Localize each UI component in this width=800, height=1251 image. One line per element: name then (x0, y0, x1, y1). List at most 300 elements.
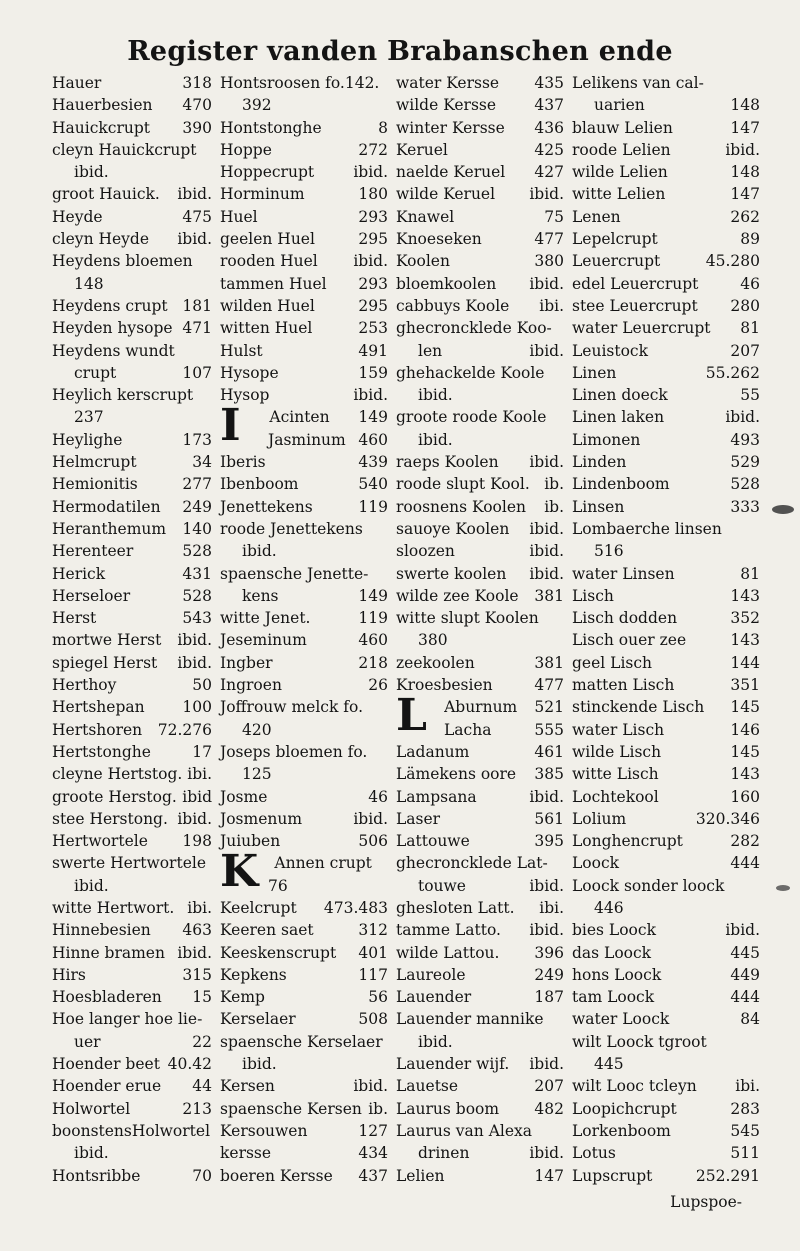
index-entry (572, 1120, 760, 1142)
index-entry (396, 942, 564, 964)
entry-page-number: 318 (182, 74, 212, 92)
entry-term: Lelien (396, 1166, 445, 1185)
entry-page-number: 436 (534, 118, 564, 137)
entry-page-number: ibid. (353, 252, 388, 271)
index-entry (52, 1165, 212, 1187)
index-entry (396, 1120, 564, 1142)
entry-page-number: 262 (730, 207, 760, 226)
index-entry (572, 786, 760, 808)
entry-term: uer (74, 1032, 101, 1051)
index-entry (572, 1098, 760, 1120)
index-entry (396, 317, 564, 339)
entry-page-number: 143 (730, 765, 760, 784)
index-entry (52, 406, 212, 428)
entry-term: Lolium (572, 809, 627, 828)
index-entry (220, 451, 388, 473)
entry-term: witte Lelien (572, 185, 666, 204)
entry-page-number: 45.280 (705, 252, 760, 271)
index-entry (396, 629, 564, 651)
index-entry (572, 585, 760, 607)
entry-page-number: ibid. (529, 274, 564, 293)
entry-page-number: 81 (740, 564, 760, 583)
index-entry (572, 206, 760, 228)
entry-page-number (208, 273, 212, 295)
index-entry (220, 473, 388, 495)
index-entry (220, 206, 388, 228)
entry-term: 237 (74, 408, 104, 427)
entry-term: spaensche Kerselaer (220, 1032, 383, 1051)
entry-page-number (208, 1008, 212, 1030)
entry-term: Lochtekool (572, 787, 659, 806)
entry-page-number: 145 (730, 698, 760, 717)
entry-term: Hoesbladeren (52, 988, 162, 1007)
entry-page-number: 144 (730, 653, 760, 672)
entry-page-number: 160 (730, 787, 760, 806)
index-entry (220, 1075, 388, 1097)
entry-term: Juiuben (220, 832, 281, 851)
index-entry (572, 897, 760, 919)
index-entry (52, 585, 212, 607)
entry-term: Hoppecrupt (220, 163, 315, 182)
entry-term: Joseps bloemen fo. (220, 742, 368, 761)
index-entry (220, 786, 388, 808)
index-entry (52, 763, 212, 785)
index-entry (52, 540, 212, 562)
index-entry (396, 1165, 564, 1187)
entry-term: groote Herstog. (52, 787, 177, 806)
index-entry (220, 117, 388, 139)
entry-term: wilde Lisch (572, 742, 662, 761)
entry-term: Linden (572, 453, 627, 472)
entry-term: raeps Koolen (396, 453, 499, 472)
index-entry (572, 451, 760, 473)
entry-term: hons Loock (572, 965, 662, 984)
index-entry (572, 340, 760, 362)
entry-term: naelde Keruel (396, 163, 506, 182)
index-entry (220, 228, 388, 250)
index-entry (52, 964, 212, 986)
index-entry (572, 741, 760, 763)
entry-page-number: 460 (358, 631, 388, 650)
entry-term: boonstensHolwortel (52, 1121, 211, 1140)
entry-page-number: ibid. (725, 408, 760, 427)
entry-page-number: ibid. (529, 542, 564, 561)
entry-page-number: 280 (730, 296, 760, 315)
ink-blot (776, 885, 790, 891)
entry-page-number: ibid. (529, 921, 564, 940)
entry-page-number: 439 (358, 453, 388, 472)
index-entry (220, 719, 388, 741)
entry-page-number: 218 (358, 653, 388, 672)
entry-page-number: 529 (730, 453, 760, 472)
entry-term: drinen (418, 1144, 470, 1163)
entry-page-number: 145 (730, 742, 760, 761)
entry-term: water Leuercrupt (572, 319, 711, 338)
index-entry (52, 897, 212, 919)
index-entry (220, 496, 388, 518)
entry-page-number: 207 (534, 1077, 564, 1096)
entry-page-number: 425 (534, 140, 564, 159)
entry-page-number: 147 (730, 118, 760, 137)
index-entry (572, 384, 760, 406)
index-entry (52, 451, 212, 473)
entry-page-number: 477 (534, 230, 564, 249)
entry-page-number: 213 (182, 1099, 212, 1118)
entry-term: wilde Lelien (572, 163, 668, 182)
entry-page-number: 119 (358, 609, 388, 628)
index-entry (220, 1053, 388, 1075)
entry-term: 445 (594, 1055, 624, 1074)
entry-page-number: 72.276 (157, 720, 212, 739)
index-entry (572, 496, 760, 518)
index-entry (52, 273, 212, 295)
entry-term: Lorkenboom (572, 1121, 671, 1140)
index-entry (220, 295, 388, 317)
entry-page-number: ib. (368, 1099, 388, 1118)
entry-term: Lenen (572, 207, 621, 226)
entry-page-number: ibid. (529, 564, 564, 583)
entry-term: geelen Huel (220, 230, 315, 249)
entry-page-number: 146 (730, 720, 760, 739)
entry-page-number: 528 (730, 475, 760, 494)
entry-page-number: 475 (182, 207, 212, 226)
entry-term: Jeseminum (220, 631, 307, 650)
entry-page-number: ibi. (735, 1077, 760, 1096)
index-entry (396, 1075, 564, 1097)
entry-page-number: 140 (182, 519, 212, 538)
entry-term: blauw Lelien (572, 118, 673, 137)
entry-page-number: 491 (358, 341, 388, 360)
entry-page-number (208, 406, 212, 428)
index-entry (396, 607, 564, 629)
entry-term: Horminum (220, 185, 305, 204)
entry-page-number: ibid. (177, 631, 212, 650)
entry-term: wilt Looc tcleyn (572, 1077, 697, 1096)
index-columns (52, 72, 760, 1192)
entry-term: Hoender beet (52, 1055, 160, 1074)
entry-term: water Linsen (572, 564, 675, 583)
entry-page-number: 555 (534, 720, 564, 739)
index-entry (396, 830, 564, 852)
index-entry (396, 139, 564, 161)
index-entry (396, 518, 564, 540)
index-entry (52, 1031, 212, 1053)
entry-page-number: 528 (182, 542, 212, 561)
entry-term: witten Huel (220, 319, 313, 338)
entry-page-number: 253 (358, 319, 388, 338)
entry-term: Kemp (220, 988, 265, 1007)
entry-term: bloemkoolen (396, 274, 497, 293)
entry-page-number: ibi. (187, 765, 212, 784)
entry-term: Huel (220, 207, 258, 226)
entry-term: Loock sonder loock (572, 876, 725, 895)
entry-page-number: ibid. (529, 1055, 564, 1074)
entry-term: cabbuys Koole (396, 296, 510, 315)
entry-page-number: 143 (730, 631, 760, 650)
entry-term: Lepelcrupt (572, 230, 658, 249)
entry-page-number (756, 875, 760, 897)
index-entry (572, 362, 760, 384)
index-entry (572, 295, 760, 317)
entry-page-number: 46 (740, 274, 760, 293)
entry-page-number: ibi. (539, 898, 564, 917)
index-entry (572, 719, 760, 741)
entry-page-number (208, 852, 212, 874)
entry-page-number: 528 (182, 586, 212, 605)
index-entry (572, 72, 760, 94)
entry-term: Longhencrupt (572, 832, 683, 851)
drop-cap: L (396, 690, 427, 742)
entry-term: Knoeseken (396, 230, 482, 249)
index-entry (220, 629, 388, 651)
index-column-1 (52, 72, 212, 1192)
entry-term: das Loock (572, 943, 652, 962)
entry-page-number: 198 (182, 832, 212, 851)
entry-term: ibid. (74, 876, 109, 895)
index-entry (52, 674, 212, 696)
entry-page-number: 293 (358, 207, 388, 226)
entry-term: Lauender wijf. (396, 1055, 510, 1074)
index-entry (52, 942, 212, 964)
entry-page-number (560, 1120, 564, 1142)
entry-term: stee Leuercrupt (572, 296, 698, 315)
entry-term: 380 (418, 631, 448, 650)
entry-page-number: 173 (182, 430, 212, 449)
entry-term: Hontsroosen fo.142. (220, 74, 380, 92)
entry-term: Hauickcrupt (52, 118, 150, 137)
page-title: Register vanden Brabanschen ende (127, 36, 673, 67)
entry-page-number: 445 (730, 943, 760, 962)
entry-term: Heranthemum (52, 519, 167, 538)
entry-term: Acinten (269, 408, 330, 427)
entry-page-number: 127 (358, 1121, 388, 1140)
index-entry (52, 1075, 212, 1097)
entry-term: witte Lisch (572, 765, 659, 784)
entry-term: ibid. (418, 1032, 453, 1051)
entry-page-number: 70 (192, 1166, 212, 1185)
entry-page-number: 34 (192, 453, 212, 472)
entry-page-number (384, 94, 388, 116)
entry-page-number: 351 (730, 676, 760, 695)
entry-term: ibid. (418, 430, 453, 449)
index-entry (572, 942, 760, 964)
index-entry (396, 786, 564, 808)
index-entry (572, 875, 760, 897)
index-entry (52, 429, 212, 451)
index-entry (52, 117, 212, 139)
entry-page-number: 493 (730, 430, 760, 449)
entry-page-number: 295 (358, 230, 388, 249)
entry-term: Linen laken (572, 408, 665, 427)
entry-term: Keeskenscrupt (220, 943, 337, 962)
index-entry (52, 295, 212, 317)
entry-term: roode Lelien (572, 140, 671, 159)
entry-page-number: 352 (730, 609, 760, 628)
entry-page-number: 81 (740, 319, 760, 338)
entry-page-number: 55.262 (705, 363, 760, 382)
entry-term: Loock (572, 854, 620, 873)
index-column-2 (220, 72, 388, 1192)
entry-term: Kersouwen (220, 1121, 308, 1140)
entry-term: kens (242, 586, 279, 605)
entry-term: Hontstonghe (220, 118, 322, 137)
entry-page-number: 461 (534, 742, 564, 761)
entry-page-number: 207 (730, 341, 760, 360)
entry-page-number (756, 897, 760, 919)
index-entry (220, 1098, 388, 1120)
index-entry (396, 183, 564, 205)
entry-page-number: 56 (368, 988, 388, 1007)
entry-page-number (560, 384, 564, 406)
index-entry (220, 72, 388, 94)
entry-term: geel Lisch (572, 653, 653, 672)
entry-term: Iberis (220, 453, 266, 472)
entry-term: Hoppe (220, 140, 272, 159)
entry-page-number: 117 (358, 965, 388, 984)
entry-term: crupt (74, 363, 117, 382)
entry-page-number (756, 1031, 760, 1053)
entry-page-number (560, 1031, 564, 1053)
entry-term: 446 (594, 898, 624, 917)
index-entry (572, 1008, 760, 1030)
index-entry (396, 206, 564, 228)
entry-page-number (384, 719, 388, 741)
index-entry (396, 94, 564, 116)
index-entry (52, 1053, 212, 1075)
index-entry (396, 362, 564, 384)
entry-page-number: 482 (534, 1099, 564, 1118)
index-entry (396, 1008, 564, 1030)
index-entry (572, 317, 760, 339)
entry-term: ghehackelde Koole (396, 363, 545, 382)
entry-term: Loopichcrupt (572, 1099, 677, 1118)
index-entry (572, 473, 760, 495)
entry-page-number (384, 763, 388, 785)
entry-term: Lelikens van cal- (572, 74, 704, 92)
entry-term: Hysop (220, 386, 270, 405)
entry-page-number (384, 852, 388, 874)
entry-page-number: 100 (182, 698, 212, 717)
index-entry (396, 72, 564, 94)
index-entry (220, 362, 388, 384)
index-entry (572, 406, 760, 428)
index-entry (572, 629, 760, 651)
entry-term: Kersen (220, 1077, 275, 1096)
entry-term: uarien (594, 96, 645, 115)
index-entry (220, 585, 388, 607)
index-entry (52, 830, 212, 852)
entry-term: ghecroncklede Koo- (396, 319, 552, 338)
entry-term: witte Jenet. (220, 609, 311, 628)
index-entry (396, 875, 564, 897)
entry-term: ibid. (242, 542, 277, 561)
entry-term: wilt Loock tgroot (572, 1032, 707, 1051)
entry-term: ibid. (74, 163, 109, 182)
index-entry (396, 384, 564, 406)
index-entry (572, 830, 760, 852)
index-entry (220, 942, 388, 964)
index-entry (572, 763, 760, 785)
entry-page-number: 561 (534, 809, 564, 828)
entry-page-number: 295 (358, 296, 388, 315)
entry-term: groote roode Koole (396, 408, 547, 427)
entry-page-number: ibid. (529, 185, 564, 204)
entry-term: Laurus van Alexa (396, 1121, 533, 1140)
entry-term: Lauender mannike (396, 1010, 544, 1029)
entry-page-number (384, 72, 388, 94)
entry-term: Lauender (396, 988, 472, 1007)
index-entry (572, 696, 760, 718)
entry-page-number: ibid. (177, 943, 212, 962)
index-entry (572, 919, 760, 941)
index-entry (396, 273, 564, 295)
entry-page-number: 277 (182, 475, 212, 494)
entry-term: roode Jenettekens (220, 519, 363, 538)
index-entry (396, 1098, 564, 1120)
index-entry (396, 852, 564, 874)
index-entry (572, 852, 760, 874)
entry-term: Ladanum (396, 742, 470, 761)
index-entry (52, 607, 212, 629)
entry-page-number: 22 (192, 1032, 212, 1051)
index-entry (52, 496, 212, 518)
entry-page-number: ibid. (353, 163, 388, 182)
index-entry (220, 429, 388, 451)
index-entry (52, 808, 212, 830)
entry-page-number (208, 139, 212, 161)
entry-page-number: 84 (740, 1010, 760, 1029)
index-entry (220, 674, 388, 696)
index-entry (396, 919, 564, 941)
entry-term: wilde zee Koole (396, 586, 519, 605)
entry-term: Lampsana (396, 787, 477, 806)
entry-term: witte slupt Koolen (396, 609, 539, 628)
entry-page-number: ibid. (529, 453, 564, 472)
entry-term: Heydens wundt (52, 341, 175, 360)
entry-page-number (384, 518, 388, 540)
index-entry (396, 161, 564, 183)
entry-page-number: 272 (358, 140, 388, 159)
entry-page-number: ibid. (353, 1077, 388, 1096)
entry-page-number: 40.42 (167, 1055, 212, 1074)
entry-page-number: ibid. (177, 653, 212, 672)
entry-page-number: 508 (358, 1010, 388, 1029)
entry-term: wilde Keruel (396, 185, 496, 204)
entry-term: winter Kersse (396, 118, 505, 137)
entry-term: swerte koolen (396, 564, 507, 583)
index-entry (572, 674, 760, 696)
index-entry (220, 273, 388, 295)
entry-term: Heylich kerscrupt (52, 386, 194, 405)
entry-term: 76 (268, 876, 288, 895)
entry-term: Lisch ouer zee (572, 631, 687, 650)
index-entry (572, 1075, 760, 1097)
entry-term: Holwortel (52, 1099, 131, 1118)
entry-page-number (208, 875, 212, 897)
entry-page-number (560, 629, 564, 651)
entry-term: Herseloer (52, 586, 131, 605)
index-entry (572, 161, 760, 183)
index-entry (220, 518, 388, 540)
entry-page-number: 437 (534, 96, 564, 115)
entry-page-number: 315 (182, 965, 212, 984)
index-entry (52, 919, 212, 941)
entry-page-number: 473.483 (323, 898, 388, 917)
entry-page-number: ibid. (529, 341, 564, 360)
index-entry (52, 629, 212, 651)
entry-term: Knawel (396, 207, 455, 226)
index-entry (52, 384, 212, 406)
